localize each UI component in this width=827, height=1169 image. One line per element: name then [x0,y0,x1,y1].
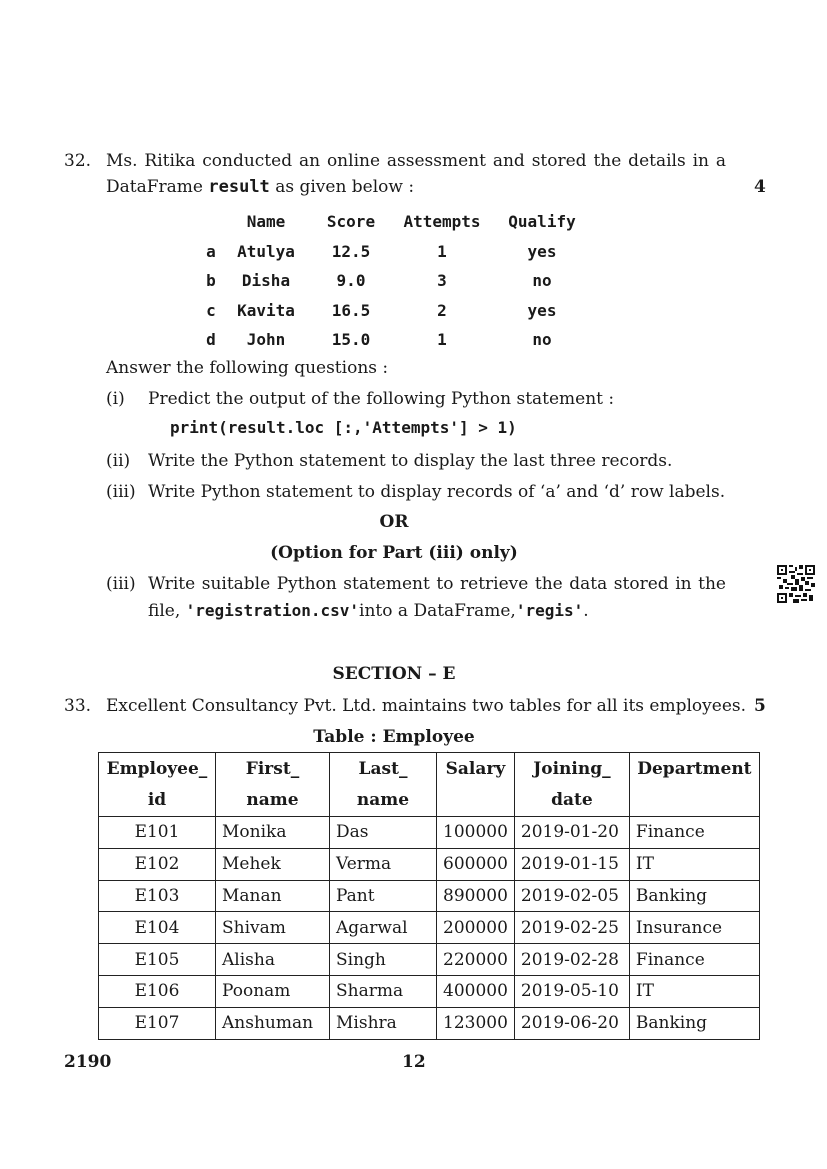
table-cell: Shivam [216,912,330,944]
dataframe-cell: no [532,271,552,291]
table-cell: 2019-02-25 [514,912,629,944]
table-cell: Manan [216,880,330,912]
table-row [99,1007,760,1039]
part-ii-text: Write the Python statement to display the last three records. [148,451,673,471]
table-cell: 200000 [437,912,515,944]
table-cell: E102 [99,848,216,880]
dataframe-cell: yes [527,241,557,261]
header-line: Last_ [358,759,408,779]
dataframe-cell: Disha [241,271,291,291]
part-iii-alt-label: (iii) [106,574,136,594]
header-line: Department [637,759,752,779]
table-cell: IT [629,848,759,880]
section-heading: SECTION – E [332,664,456,684]
employee-table-header-row [99,753,760,817]
question-32-line2-prefix: DataFrame [106,177,209,197]
dataframe-cell: 1 [437,330,447,350]
table-cell: Finance [629,817,759,849]
dataframe-row [200,296,592,326]
or-divider: OR [379,512,409,532]
header-line: name [356,790,410,810]
table-cell: Monika [216,817,330,849]
table-row [99,817,760,849]
table-cell: 123000 [437,1007,515,1039]
dataframe-cell: 3 [437,271,447,291]
table-cell: Pant [330,880,437,912]
dataframe-cell: 12.5 [331,241,371,261]
table-cell: 2019-02-05 [514,880,629,912]
table-cell: IT [629,975,759,1007]
dataframe-index: b [206,271,216,291]
dataframe-cell: Atulya [237,241,295,261]
table-cell: E106 [99,975,216,1007]
header-line: name [246,790,299,810]
table-cell: Banking [629,880,759,912]
table-cell: Anshuman [216,1007,330,1039]
dataframe-row [200,325,592,355]
table-cell: E103 [99,880,216,912]
dataframe-cell: no [532,330,552,350]
dataframe-index: c [206,300,216,320]
table-cell: E107 [99,1007,216,1039]
part-iii-alt-text-b: into a DataFrame, [359,601,516,621]
table-cell: Mehek [216,848,330,880]
table-row [99,944,760,976]
dataframe-cell: 9.0 [336,271,366,291]
column-header-employee-id [99,753,216,817]
dataframe-col-qualify: Qualify [508,212,576,232]
table-cell: 2019-02-28 [514,944,629,976]
part-iii-text: Write Python statement to display records of ‘a’ and ‘d’ row labels. [148,482,726,502]
part-iii-alt-line1: Write suitable Python statement to retrieve the data stored in the [148,574,726,594]
header-line: id [147,790,167,810]
answer-prompt: Answer the following questions : [106,358,389,378]
table-cell: Verma [330,848,437,880]
table-cell: 2019-05-10 [514,975,629,1007]
header-line: Joining_ [533,759,611,779]
table-cell: Insurance [629,912,759,944]
filename-code: 'registration.csv' [185,601,360,620]
header-line: date [551,790,593,810]
dataframe-result-table [200,207,592,355]
table-title: Table : Employee [313,727,475,747]
question-32-line2-suffix: as given below : [269,177,415,197]
table-row [99,880,760,912]
header-line: Employee_ [106,759,208,779]
table-cell: 2019-01-20 [514,817,629,849]
table-cell: 100000 [437,817,515,849]
header-line: Salary [445,759,506,779]
table-cell: Agarwal [330,912,437,944]
dataframe-row [200,266,592,296]
table-cell: 2019-06-20 [514,1007,629,1039]
dataframe-col-score: Score [326,212,376,232]
column-header-last-name [330,753,437,817]
part-iii-alt-line2 [148,601,589,621]
table-row [99,912,760,944]
dataframe-cell: Kavita [237,300,295,320]
dataframe-col-name: Name [246,212,286,232]
question-32-number: 32. [64,151,92,171]
table-cell: Das [330,817,437,849]
part-iii-alt-text-c: . [583,601,589,621]
table-cell: Sharma [330,975,437,1007]
table-cell: Banking [629,1007,759,1039]
part-i-text: Predict the output of the following Python statement : [148,389,615,409]
table-row [99,848,760,880]
dataframe-cell: 1 [437,241,447,261]
part-ii-label: (ii) [106,451,131,471]
header-line: First_ [245,759,300,779]
question-33-marks: 5 [754,696,766,716]
dataframe-cell: yes [527,300,557,320]
dataframe-cell: 16.5 [331,300,371,320]
table-cell: Finance [629,944,759,976]
dataframe-header-row [200,207,592,237]
dataframe-cell: 2 [437,300,447,320]
question-33-number: 33. [64,696,92,716]
dataframe-index: a [206,241,216,261]
column-header-salary [437,753,515,817]
part-i-code: print(result.loc [:,'Attempts'] > 1) [170,418,517,437]
column-header-department [629,753,759,817]
dataframe-cell: John [246,330,286,350]
table-cell: Alisha [216,944,330,976]
table-cell: Mishra [330,1007,437,1039]
part-iii-label: (iii) [106,482,136,502]
dataframe-index-header [200,207,222,237]
table-cell: E104 [99,912,216,944]
table-cell: 600000 [437,848,515,880]
employee-table [98,752,760,1040]
part-iii-alt-text-a: file, [148,601,186,621]
table-cell: Singh [330,944,437,976]
table-cell: E101 [99,817,216,849]
paper-code: 2190 [64,1052,112,1072]
dataframe-row [200,237,592,267]
table-cell: 220000 [437,944,515,976]
dataframe-name-code: result [208,177,270,197]
table-cell: 400000 [437,975,515,1007]
table-cell: 890000 [437,880,515,912]
table-cell: 2019-01-15 [514,848,629,880]
table-row [99,975,760,1007]
question-32-line1: Ms. Ritika conducted an online assessment and stored the details in a [106,151,726,171]
dataframe-col-attempts: Attempts [403,212,481,232]
column-header-first-name [216,753,330,817]
dataframe-index: d [206,330,216,350]
table-cell: Poonam [216,975,330,1007]
question-33-text: Excellent Consultancy Pvt. Ltd. maintains two tables for all its employees. [106,696,747,716]
table-cell: E105 [99,944,216,976]
page-number: 12 [402,1052,426,1072]
question-32-marks: 4 [754,177,766,197]
dataframe-cell: 15.0 [331,330,371,350]
option-note: (Option for Part (iii) only) [270,543,518,563]
column-header-joining-date [514,753,629,817]
part-i-label: (i) [106,389,125,409]
question-32-line2 [106,177,414,197]
dataframe-var-code: 'regis' [515,601,584,620]
qr-code-icon [777,565,815,603]
